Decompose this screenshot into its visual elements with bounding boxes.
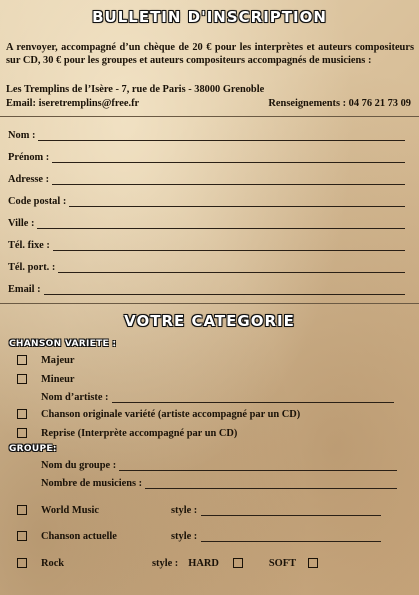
tel-port-field[interactable] (8, 259, 405, 273)
option-rock[interactable] (17, 556, 64, 570)
soft-checkbox[interactable] (308, 558, 318, 568)
reprise-checkbox[interactable] (17, 428, 27, 438)
nom-label: Nom : (8, 130, 36, 141)
nom-groupe-label: Nom du groupe : (41, 459, 117, 471)
option-reprise[interactable] (17, 426, 237, 440)
groupe-heading: GROUPE: (9, 444, 57, 454)
nom-groupe-field[interactable] (41, 458, 397, 472)
prenom-input-line[interactable] (52, 152, 405, 163)
hard-checkbox[interactable] (233, 558, 243, 568)
intro-block (6, 42, 414, 67)
option-mineur[interactable] (17, 372, 74, 386)
mineur-label: Mineur (41, 373, 75, 385)
adresse-label: Adresse : (8, 174, 50, 185)
option-majeur[interactable] (17, 353, 74, 367)
world-music-checkbox[interactable] (17, 505, 27, 515)
chanson-actuelle-style-input-line[interactable] (201, 531, 381, 542)
code-postal-field[interactable] (8, 193, 405, 207)
nom-groupe-input-line[interactable] (119, 460, 397, 471)
ville-input-line[interactable] (37, 218, 405, 229)
email-label: Email : (8, 284, 41, 295)
option-chanson-originale[interactable] (17, 407, 300, 421)
chanson-actuelle-checkbox[interactable] (17, 531, 27, 541)
nombre-musiciens-input-line[interactable] (145, 478, 397, 489)
nom-artiste-input-line[interactable] (112, 392, 394, 403)
tel-fixe-label: Tél. fixe : (8, 240, 50, 251)
rock-label: Rock (41, 557, 65, 569)
reprise-label: Reprise (Interprète accompagné par un CD) (41, 427, 238, 439)
rock-checkbox[interactable] (17, 558, 27, 568)
code-postal-label: Code postal : (8, 196, 67, 207)
divider-middle (0, 303, 419, 304)
code-postal-input-line[interactable] (69, 196, 405, 207)
world-music-style-input-line[interactable] (201, 505, 381, 516)
tel-fixe-field[interactable] (8, 237, 405, 251)
ville-field[interactable] (8, 215, 405, 229)
option-world-music[interactable] (17, 503, 99, 517)
chanson-variete-heading: CHANSON VARIETE : (9, 339, 117, 349)
address-line: Les Tremplins de l’Isère - 7, rue de Paris - 38000 Grenoble (6, 84, 265, 95)
divider-top (0, 116, 419, 117)
chanson-originale-label: Chanson originale variété (artiste accompagné par un CD) (41, 408, 301, 420)
chanson-actuelle-label: Chanson actuelle (41, 530, 117, 542)
nom-input-line[interactable] (38, 130, 405, 141)
world-music-style-label: style : (171, 504, 198, 516)
email-line: Email: iseretremplins@free.fr (6, 98, 140, 109)
email-input-line[interactable] (44, 284, 405, 295)
adresse-input-line[interactable] (52, 174, 405, 185)
rock-style-label: style : (152, 557, 179, 569)
tel-port-label: Tél. port. : (8, 262, 56, 273)
phone-line: Renseignements : 04 76 21 73 09 (268, 98, 411, 109)
intro-paragraph: A renvoyer, accompagné d’un chèque de 20 € pour les interprètes et auteurs compositeurs sur CD, 30 € pour les groupes et auteurs compositeurs accompagnés de musiciens : (6, 42, 414, 66)
world-music-style-field[interactable] (171, 503, 381, 517)
tel-fixe-input-line[interactable] (53, 240, 405, 251)
nom-field[interactable] (8, 127, 405, 141)
prenom-field[interactable] (8, 149, 405, 163)
chanson-actuelle-style-label: style : (171, 530, 198, 542)
nombre-musiciens-label: Nombre de musiciens : (41, 477, 143, 489)
world-music-label: World Music (41, 504, 100, 516)
soft-label: SOFT (268, 557, 296, 569)
mineur-checkbox[interactable] (17, 374, 27, 384)
nom-artiste-label: Nom d’artiste : (41, 391, 109, 403)
tel-port-input-line[interactable] (58, 262, 405, 273)
nombre-musiciens-field[interactable] (41, 476, 397, 490)
majeur-checkbox[interactable] (17, 355, 27, 365)
form-title: BULLETIN D'INSCRIPTION (92, 8, 327, 26)
nom-artiste-field[interactable] (41, 390, 394, 404)
email-field[interactable] (8, 281, 405, 295)
hard-label: HARD (188, 557, 219, 569)
rock-style-group (152, 556, 332, 570)
option-chanson-actuelle[interactable] (17, 529, 117, 543)
prenom-label: Prénom : (8, 152, 50, 163)
ville-label: Ville : (8, 218, 35, 229)
chanson-actuelle-style-field[interactable] (171, 529, 381, 543)
majeur-label: Majeur (41, 354, 75, 366)
adresse-field[interactable] (8, 171, 405, 185)
category-title: VOTRE CATEGORIE (124, 312, 295, 330)
chanson-originale-checkbox[interactable] (17, 409, 27, 419)
